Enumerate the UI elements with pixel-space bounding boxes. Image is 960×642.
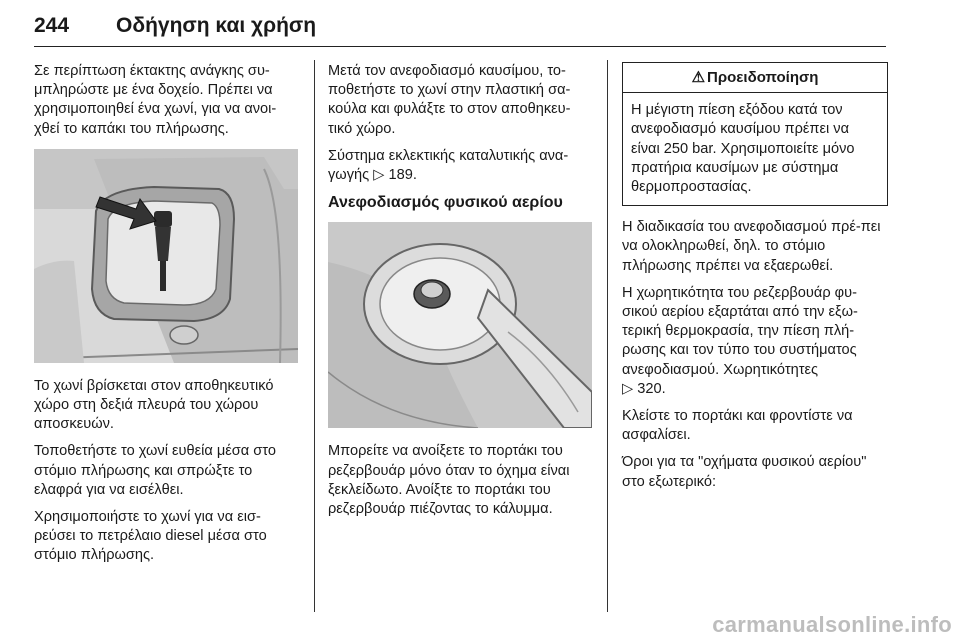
column-1: [34, 62, 300, 574]
chapter-title: Οδήγηση και χρήση: [116, 14, 317, 37]
figure-trunk-storage: [34, 149, 298, 363]
warning-header: [623, 63, 887, 93]
column-3: [622, 62, 888, 500]
paragraph: Μετά τον ανεφοδιασμό καυσίμου, το-ποθετήστε το χωνί στην πλαστική σα-κούλα και φυλάξτε το στον αποθηκευ-τικό χώρο.: [328, 63, 571, 137]
page-reference: 320.: [637, 380, 666, 397]
page-number: 244: [34, 14, 70, 37]
paragraph: Όροι για τα "οχήματα φυσικού αερίου" στο εξωτερικό:: [622, 454, 867, 490]
page-reference: 189.: [388, 167, 417, 184]
paragraph-text: Σύστημα εκλεκτικής καταλυτικής ανα-γωγής: [328, 147, 569, 184]
paragraph-text: Η χωρητικότητα του ρεζερβουάρ φυ-σικού αερίου εξαρτάται από την εξω-τερική θερμοκρασία, την πίεση πλή-ρωσης και τον τύπο του συστήματος ανεφοδιασμού. Χωρητικότητες: [622, 284, 858, 378]
warning-box: [622, 62, 888, 206]
paragraph: Σε περίπτωση έκτακτης ανάγκης συ-μπληρώστε με ένα δοχείο. Πρέπει να χρησιμοποιηθεί ένα χωνί, για να ανοι-χθεί το καπάκι του πλήρωσης.: [34, 63, 277, 137]
trunk-storage-illustration: [34, 149, 298, 363]
paragraph: Τοποθετήστε το χωνί ευθεία μέσα στο στόμιο πλήρωσης και σπρώξτε το ελαφρά για να εισέλθει.: [34, 443, 276, 498]
paragraph: Το χωνί βρίσκεται στον αποθηκευτικό χώρο στη δεξιά πλευρά του χώρου αποσκευών.: [34, 377, 274, 433]
column-divider-2: [607, 60, 608, 612]
paragraph-with-reference: [622, 284, 888, 399]
column-2: [328, 62, 594, 527]
paragraph: Μπορείτε να ανοίξετε το πορτάκι του ρεζερβουάρ μόνο όταν το όχημα είναι ξεκλείδωτο. Ανοίξτε το πορτάκι του ρεζερβουάρ πιέζοντας το κάλυμμα.: [328, 443, 570, 518]
fuel-door-illustration: [328, 222, 592, 428]
column-divider-1: [314, 60, 315, 612]
warning-text: Η μέγιστη πίεση εξόδου κατά τον ανεφοδιασμό καυσίμου πρέπει να είναι 250 bar. Χρησιμοποιείτε μόνο πρατήρια καυσίμων με σύστημα θερμοπροστασίας.: [631, 102, 855, 196]
paragraph: Χρησιμοποιήστε το χωνί για να εισ-ρεύσει το πετρέλαιο diesel μέσα στο στόμιο πλήρωσης.: [34, 509, 267, 564]
paragraph: Κλείστε το πορτάκι και φροντίστε να ασφαλίσει.: [622, 408, 853, 444]
warning-title: Προειδοποίηση: [707, 69, 819, 86]
paragraph-with-reference: [328, 147, 594, 185]
watermark: carmanualsonline.info: [712, 612, 952, 637]
section-heading: Ανεφοδιασμός φυσικού αερίου: [328, 194, 563, 212]
header-rule: [34, 46, 886, 47]
page-ref-arrow-icon: ▷: [373, 167, 385, 184]
figure-fuel-door: [328, 222, 592, 428]
warning-triangle-icon: ⚠: [691, 69, 706, 86]
paragraph: Η διαδικασία του ανεφοδιασμού πρέ-πει να ολοκληρωθεί, δηλ. το στόμιο πλήρωσης πρέπει να εξαερωθεί.: [622, 219, 881, 274]
page-ref-arrow-icon: ▷: [622, 380, 634, 397]
